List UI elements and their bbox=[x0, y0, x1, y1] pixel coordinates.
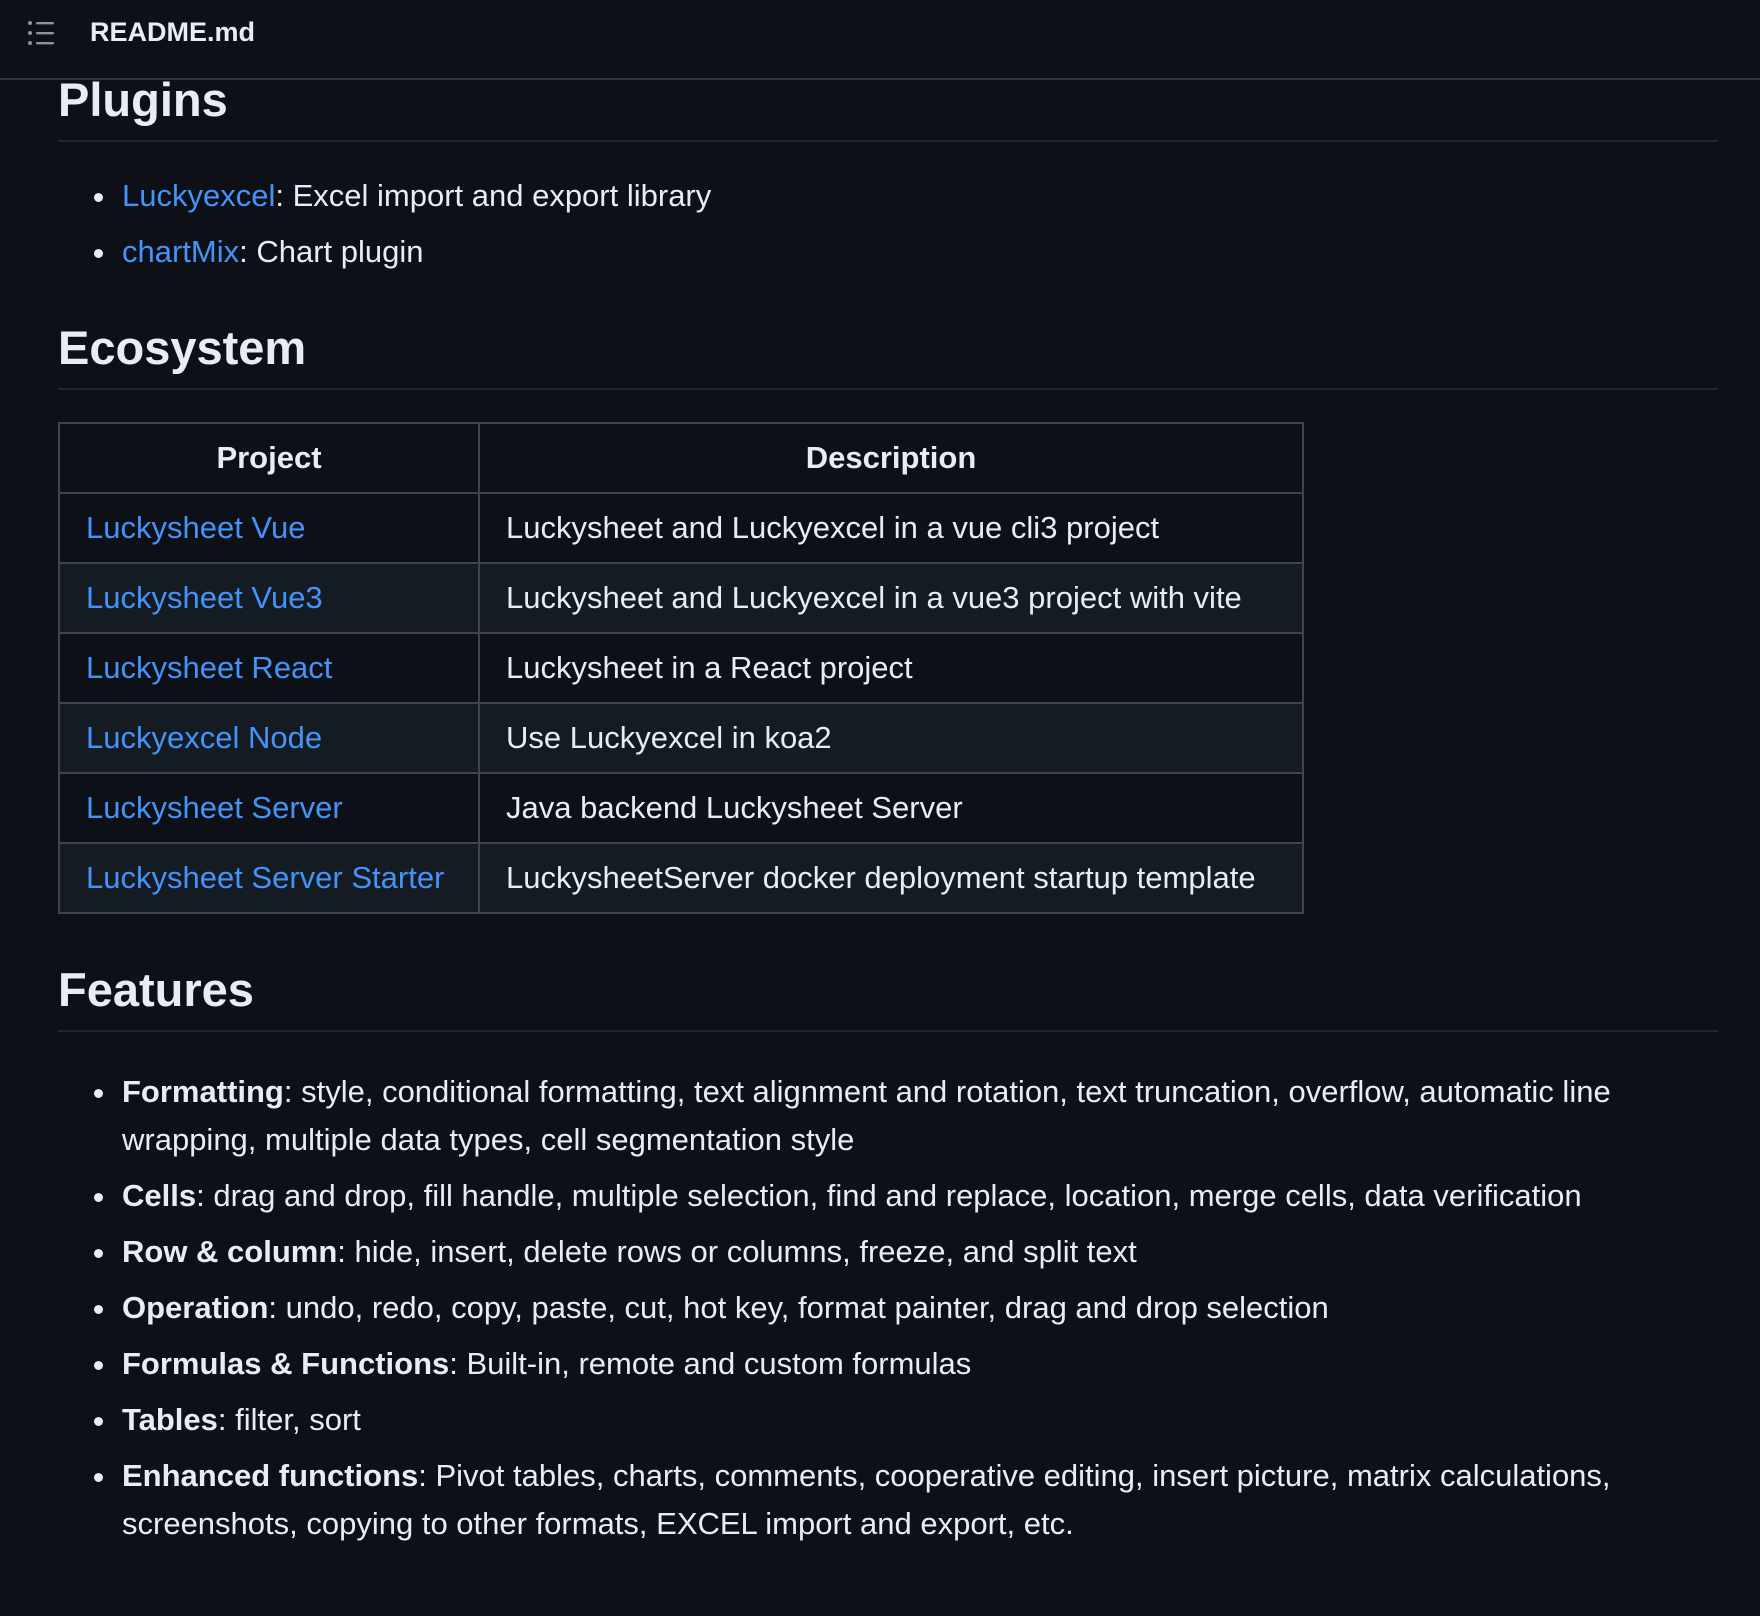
table-row bbox=[59, 563, 1303, 633]
project-link[interactable]: Luckyexcel Node bbox=[86, 720, 323, 755]
table-row bbox=[59, 633, 1303, 703]
table-row bbox=[59, 773, 1303, 843]
ecosystem-heading: Ecosystem bbox=[58, 320, 1718, 390]
plugin-description: : Chart plugin bbox=[239, 234, 424, 269]
table-row bbox=[59, 703, 1303, 773]
plugins-heading: Plugins bbox=[58, 72, 1718, 142]
description-cell: LuckysheetServer docker deployment startup template bbox=[479, 843, 1303, 913]
feature-text: : style, conditional formatting, text alignment and rotation, text truncation, overflow, automatic line wrapping, multiple data types, cell segmentation style bbox=[122, 1074, 1611, 1157]
project-link[interactable]: Luckysheet Vue bbox=[86, 510, 306, 545]
description-cell: Luckysheet in a React project bbox=[479, 633, 1303, 703]
feature-text: : Pivot tables, charts, comments, cooperative editing, insert picture, matrix calculations, screenshots, copying to other formats, EXCEL import and export, etc. bbox=[122, 1458, 1611, 1541]
project-link[interactable]: Luckysheet React bbox=[86, 650, 333, 685]
list-item bbox=[122, 1340, 1718, 1388]
plugin-description: : Excel import and export library bbox=[275, 178, 712, 213]
project-link[interactable]: Luckysheet Vue3 bbox=[86, 580, 323, 615]
project-cell bbox=[59, 703, 479, 773]
readme-header bbox=[0, 0, 1760, 80]
feature-text: : hide, insert, delete rows or columns, freeze, and split text bbox=[337, 1234, 1137, 1269]
feature-label: Row & column bbox=[122, 1234, 338, 1269]
feature-label: Formatting bbox=[122, 1074, 284, 1109]
table-header-row bbox=[59, 423, 1303, 493]
feature-label: Cells bbox=[122, 1178, 197, 1213]
luckyexcel-link[interactable]: Luckyexcel bbox=[122, 178, 276, 213]
list-item bbox=[122, 228, 1718, 276]
column-header-project: Project bbox=[59, 423, 479, 493]
list-item bbox=[122, 1068, 1718, 1164]
table-row bbox=[59, 843, 1303, 913]
description-cell: Luckysheet and Luckyexcel in a vue cli3 project bbox=[479, 493, 1303, 563]
features-heading: Features bbox=[58, 962, 1718, 1032]
feature-label: Formulas & Functions bbox=[122, 1346, 450, 1381]
feature-label: Operation bbox=[122, 1290, 269, 1325]
list-item bbox=[122, 172, 1718, 220]
table-row bbox=[59, 493, 1303, 563]
project-cell bbox=[59, 843, 479, 913]
project-cell bbox=[59, 563, 479, 633]
readme-content bbox=[58, 72, 1718, 1556]
readme-filename: README.md bbox=[90, 17, 256, 47]
feature-label: Tables bbox=[122, 1402, 218, 1437]
project-cell bbox=[59, 773, 479, 843]
plugins-list bbox=[58, 172, 1718, 276]
project-link[interactable]: Luckysheet Server Starter bbox=[86, 860, 445, 895]
project-link[interactable]: Luckysheet Server bbox=[86, 790, 343, 825]
description-cell: Java backend Luckysheet Server bbox=[479, 773, 1303, 843]
project-cell bbox=[59, 633, 479, 703]
description-cell: Luckysheet and Luckyexcel in a vue3 project with vite bbox=[479, 563, 1303, 633]
feature-text: : drag and drop, fill handle, multiple selection, find and replace, location, merge cells, data verification bbox=[196, 1178, 1582, 1213]
list-item bbox=[122, 1452, 1718, 1548]
chartmix-link[interactable]: chartMix bbox=[122, 234, 240, 269]
feature-text: : undo, redo, copy, paste, cut, hot key, format painter, drag and drop selection bbox=[268, 1290, 1329, 1325]
features-list bbox=[58, 1068, 1718, 1548]
list-icon[interactable] bbox=[26, 18, 56, 48]
column-header-description: Description bbox=[479, 423, 1303, 493]
list-item bbox=[122, 1284, 1718, 1332]
feature-text: : Built-in, remote and custom formulas bbox=[449, 1346, 972, 1381]
ecosystem-table bbox=[58, 422, 1304, 914]
list-item bbox=[122, 1172, 1718, 1220]
project-cell bbox=[59, 493, 479, 563]
list-item bbox=[122, 1396, 1718, 1444]
list-item bbox=[122, 1228, 1718, 1276]
feature-label: Enhanced functions bbox=[122, 1458, 419, 1493]
description-cell: Use Luckyexcel in koa2 bbox=[479, 703, 1303, 773]
feature-text: : filter, sort bbox=[217, 1402, 361, 1437]
